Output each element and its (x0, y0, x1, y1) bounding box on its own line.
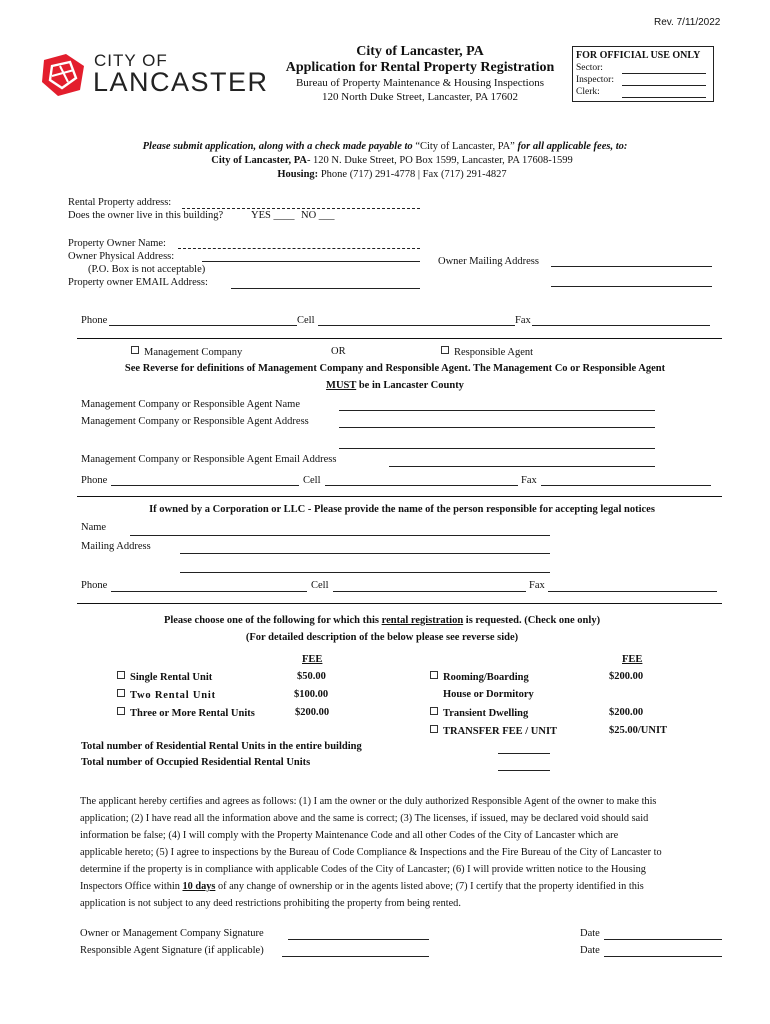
owner-live-yes[interactable]: YES ____ (251, 210, 295, 221)
owner-fax-input[interactable] (532, 325, 710, 326)
agent-fax-input[interactable] (541, 485, 711, 486)
official-use-box (572, 46, 714, 102)
agent-cell-label: Cell (303, 475, 321, 486)
owner-phone-label: Phone (81, 315, 108, 326)
checkbox-icon (430, 707, 438, 715)
owner-phone-input[interactable] (109, 325, 297, 326)
fee-header-left: FEE (302, 654, 323, 665)
submit-instructions: Please submit application, along with a check made payable to “City of Lancaster, PA” for all applicable fees, to: (142, 141, 628, 152)
revision-date: Rev. 7/11/2022 (654, 17, 721, 28)
agent-name-label: Management Company or Responsible Agent Name (81, 399, 300, 410)
option-rooming-boarding[interactable] (430, 671, 529, 683)
checkbox-icon (117, 689, 125, 697)
agent-definition-note: See Reverse for definitions of Management Company and Responsible Agent. The Management Co or Responsible Agent (124, 363, 666, 374)
owner-signature-input[interactable] (288, 939, 429, 940)
registration-heading: Please choose one of the following for which this rental registration is requested. (Check one only) (163, 615, 601, 626)
agent-phone-input[interactable] (111, 485, 299, 486)
responsible-agent-option[interactable] (441, 346, 533, 358)
owner-email-label: Property owner EMAIL Address: (68, 277, 208, 288)
fee-rooming: $200.00 (609, 671, 644, 682)
logo-text-lancaster: LANCASTER (93, 67, 269, 97)
corp-name-input[interactable] (130, 535, 550, 536)
corp-fax-input[interactable] (548, 591, 717, 592)
owner-email-input[interactable] (231, 288, 420, 289)
registration-subheading: (For detailed description of the below please see reverse side) (245, 632, 519, 643)
corp-mailing-label: Mailing Address (81, 541, 151, 552)
housing-contact-line: Housing: Phone (717) 291-4778 | Fax (717) 291-4827 (277, 169, 507, 180)
logo-text-city-of: CITY OF (94, 51, 168, 70)
agent-address-label: Management Company or Responsible Agent Address (81, 416, 309, 427)
form-title: Application for Rental Property Registration (285, 60, 555, 75)
responsible-agent-option-label: Responsible Agent (454, 347, 534, 358)
total-occupied-input[interactable] (498, 770, 550, 771)
owner-date-input[interactable] (604, 939, 722, 940)
owner-mailing-label: Owner Mailing Address (438, 256, 539, 267)
owner-physical-input[interactable] (202, 261, 420, 262)
fee-two: $100.00 (294, 689, 329, 700)
official-use-heading: FOR OFFICIAL USE ONLY (576, 50, 701, 61)
fee-header-right: FEE (622, 654, 643, 665)
total-units-input[interactable] (498, 753, 550, 754)
corp-phone-input[interactable] (111, 591, 307, 592)
agent-fax-label: Fax (521, 475, 537, 486)
city-logo (40, 52, 86, 101)
owner-mailing-input-1[interactable] (551, 266, 712, 267)
owner-signature-label: Owner or Management Company Signature (80, 928, 264, 939)
agent-phone-label: Phone (81, 475, 108, 486)
option-transfer-fee[interactable] (430, 725, 557, 737)
checkbox-icon (131, 346, 139, 354)
city-logo-mark-icon (40, 52, 86, 98)
option-label: Rooming/Boarding (443, 672, 529, 683)
option-house-dormitory-label: House or Dormitory (443, 689, 534, 700)
official-sector-label: Sector: (576, 63, 603, 73)
option-label: Transient Dwelling (443, 708, 529, 719)
certification-line: Inspectors Office within 10 days of any change of ownership or in the agents listed above; (7) I certify that the property identified in this (80, 881, 644, 892)
corp-mailing-input-1[interactable] (180, 553, 550, 554)
certification-line: application; (2) I have read all the information above and the same is correct; (3) The licenses, if issued, may be declared void should said (80, 813, 649, 824)
corp-fax-label: Fax (529, 580, 545, 591)
official-clerk-field[interactable] (576, 87, 711, 97)
checkbox-icon (117, 707, 125, 715)
or-label: OR (331, 346, 346, 357)
agent-signature-label: Responsible Agent Signature (if applicable) (80, 945, 264, 956)
owner-physical-label: Owner Physical Address: (68, 251, 175, 262)
corp-name-label: Name (81, 522, 107, 533)
certification-line: information be false; (4) I will comply with the Property Maintenance Code and all other Codes of the City of Lancaster which are (80, 830, 619, 841)
owner-cell-label: Cell (297, 315, 315, 326)
rental-address-label: Rental Property address: (68, 197, 172, 208)
official-inspector-label: Inspector: (576, 75, 614, 85)
official-sector-field[interactable] (576, 63, 711, 73)
certification-line: application is not subject to any deed restrictions prohibiting the property from being rented. (80, 898, 461, 909)
management-company-option[interactable] (131, 346, 242, 358)
option-transient-dwelling[interactable] (430, 707, 528, 719)
corporation-heading: If owned by a Corporation or LLC - Please provide the name of the person responsible for accepting legal notices (149, 504, 655, 515)
total-occupied-label: Total number of Occupied Residential Rental Units (81, 757, 311, 768)
certification-line: applicable hereto; (5) I agree to inspections by the Bureau of Code Compliance & Inspections and the Fire Bureau of the City of Lancaster to (80, 847, 662, 858)
fee-three-or-more: $200.00 (295, 707, 330, 718)
agent-address-input-1[interactable] (339, 427, 655, 428)
checkbox-icon (430, 671, 438, 679)
certification-line: The applicant hereby certifies and agrees as follows: (1) I am the owner or the duly authorized Responsible Agent of the owner to make this (80, 796, 657, 807)
total-units-label: Total number of Residential Rental Units in the entire building (81, 741, 362, 752)
corp-phone-label: Phone (81, 580, 108, 591)
official-clerk-label: Clerk: (576, 87, 600, 97)
agent-email-label: Management Company or Responsible Agent Email Address (81, 454, 337, 465)
agent-date-input[interactable] (604, 956, 722, 957)
option-label: TRANSFER FEE / UNIT (443, 726, 558, 737)
corp-cell-label: Cell (311, 580, 329, 591)
owner-live-label: Does the owner live in this building? (68, 210, 224, 221)
section-divider (77, 603, 722, 604)
owner-live-no[interactable]: NO ___ (301, 210, 335, 221)
option-single-rental-unit[interactable] (117, 671, 212, 683)
option-label: Single Rental Unit (130, 672, 213, 683)
fee-transient: $200.00 (609, 707, 644, 718)
owner-cell-input[interactable] (318, 325, 515, 326)
rental-address-input[interactable] (182, 208, 420, 209)
checkbox-icon (430, 725, 438, 733)
owner-date-label: Date (580, 928, 600, 939)
fee-transfer: $25.00/UNIT (609, 725, 668, 736)
po-box-note: (P.O. Box is not acceptable) (88, 264, 206, 275)
section-divider (77, 496, 722, 497)
section-divider (77, 338, 722, 339)
fee-single: $50.00 (297, 671, 326, 682)
owner-mailing-input-2[interactable] (551, 286, 712, 287)
management-company-option-label: Management Company (144, 347, 243, 358)
form-title-city: City of Lancaster, PA (356, 44, 484, 59)
agent-cell-input[interactable] (325, 485, 518, 486)
owner-fax-label: Fax (515, 315, 531, 326)
agent-address-input-2[interactable] (339, 448, 655, 449)
agent-date-label: Date (580, 945, 600, 956)
official-inspector-field[interactable] (576, 75, 711, 85)
corp-mailing-input-2[interactable] (180, 572, 550, 573)
agent-county-note: MUST be in Lancaster County (326, 380, 464, 391)
option-two-rental-unit[interactable] (117, 689, 216, 701)
bureau-name: Bureau of Property Maintenance & Housing Inspections (295, 77, 545, 89)
certification-line: determine if the property is in compliance with applicable Codes of the City of Lancaster; (6) I will provide written notice to the Housing (80, 864, 646, 875)
mailing-address-line: City of Lancaster, PA- 120 N. Duke Street, PO Box 1599, Lancaster, PA 17608-1599 (211, 155, 573, 166)
corp-cell-input[interactable] (333, 591, 526, 592)
checkbox-icon (441, 346, 449, 354)
agent-email-input[interactable] (389, 466, 655, 467)
agent-signature-input[interactable] (282, 956, 429, 957)
option-label: Three or More Rental Units (130, 708, 255, 719)
checkbox-icon (117, 671, 125, 679)
certification-text (80, 793, 720, 912)
bureau-address: 120 North Duke Street, Lancaster, PA 17602 (322, 91, 518, 103)
owner-name-input[interactable] (178, 248, 420, 249)
agent-name-input[interactable] (339, 410, 655, 411)
owner-name-label: Property Owner Name: (68, 238, 166, 249)
option-three-or-more-units[interactable] (117, 707, 255, 719)
option-label: Two Rental Unit (130, 690, 216, 701)
